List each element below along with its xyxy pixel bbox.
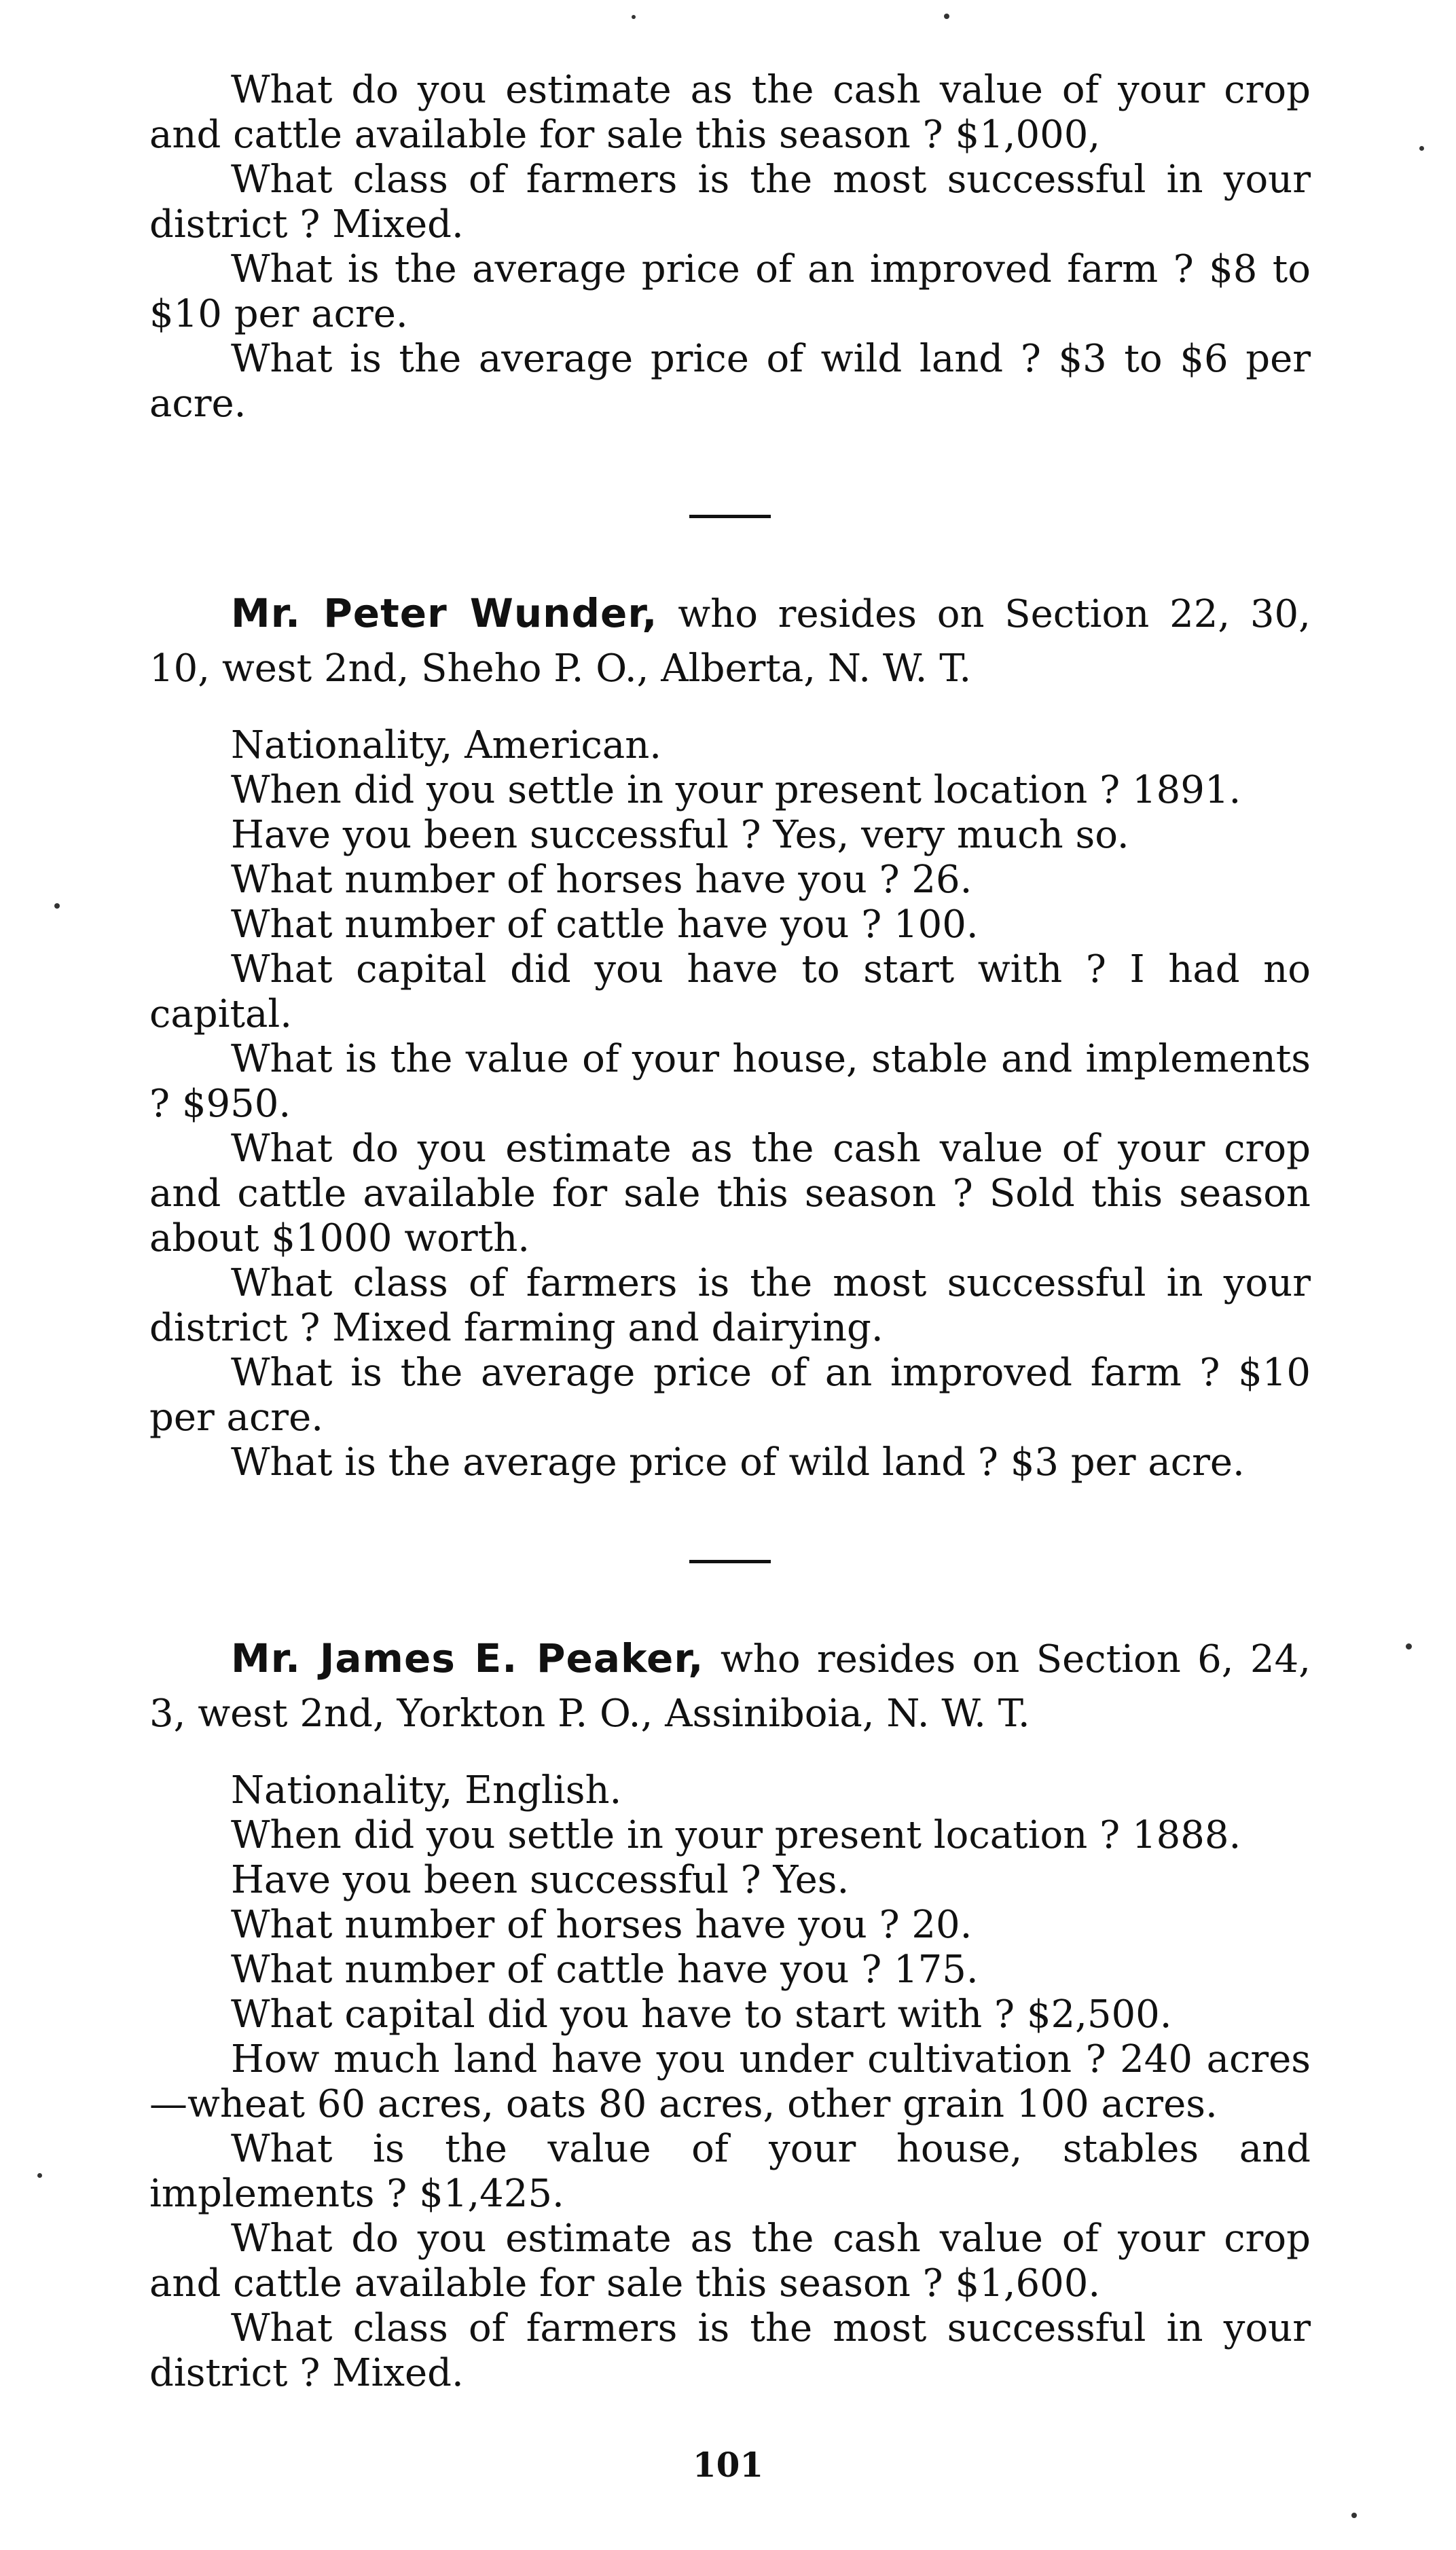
paragraph: Nationality, American. (231, 723, 662, 767)
paragraph: Nationality, English. (231, 1768, 622, 1813)
scan-speck (1419, 146, 1424, 151)
paragraph: What is the value of your house, stables and implements ? $1,425. (149, 2127, 1311, 2216)
paragraph: What is the average price of an improved farm ? $8 to $10 per acre. (149, 247, 1311, 336)
entry-address: who resides on Section 6, 24, 3, west 2nd, Yorkton P. O., Assiniboia, N. W. T. (149, 1637, 1311, 1736)
paragraph: Have you been successful ? Yes. (231, 1858, 850, 1902)
paragraph: What is the average price of wild land ? $3 per acre. (231, 1440, 1245, 1485)
paragraph: What number of cattle have you ? 175. (231, 1948, 979, 1992)
paragraph: What number of cattle have you ? 100. (231, 903, 979, 947)
entry-intro (149, 586, 1311, 696)
top-section (149, 68, 1311, 426)
scan-speck (632, 15, 636, 19)
entry-address: who resides on Section 22, 30, 10, west 2nd, Sheho P. O., Alberta, N. W. T. (149, 592, 1311, 691)
entry-peter-wunder (149, 586, 1311, 1485)
paragraph: What do you estimate as the cash value of your crop and cattle available for sale this season ? $1,000, (149, 68, 1311, 157)
paragraph: What is the average price of wild land ? $3 to $6 per acre. (149, 337, 1311, 426)
paragraph: What number of horses have you ? 20. (231, 1903, 972, 1947)
paragraph: What is the value of your house, stable and implements ? $950. (149, 1037, 1311, 1126)
paragraph: When did you settle in your present location ? 1888. (231, 1813, 1241, 1857)
entry-james-peaker (149, 1631, 1311, 2396)
paragraph: What do you estimate as the cash value of your crop and cattle available for sale this season ? $1,600. (149, 2217, 1311, 2306)
scan-speck (54, 903, 60, 909)
paragraph: What class of farmers is the most successful in your district ? Mixed. (149, 158, 1311, 247)
paragraph: What do you estimate as the cash value of your crop and cattle available for sale this season ? Sold this season about $1000 worth. (149, 1127, 1311, 1260)
section-divider (689, 1560, 771, 1563)
paragraph: What capital did you have to start with ? I had no capital. (149, 947, 1311, 1036)
scan-speck (944, 14, 949, 19)
entry-intro (149, 1631, 1311, 1741)
section-divider (689, 515, 771, 518)
paragraph: What number of horses have you ? 26. (231, 858, 972, 902)
scan-speck (1406, 1643, 1412, 1650)
document-page (149, 68, 1311, 2396)
entry-name: Mr. Peter Wunder, (231, 590, 658, 636)
paragraph: What class of farmers is the most successful in your district ? Mixed farming and dairying. (149, 1261, 1311, 1350)
paragraph: What capital did you have to start with ? $2,500. (231, 1992, 1172, 2037)
scan-speck (1351, 2513, 1357, 2518)
paragraph: When did you settle in your present location ? 1891. (231, 768, 1241, 812)
paragraph: Have you been successful ? Yes, very much so. (231, 813, 1129, 857)
paragraph: What is the average price of an improved farm ? $10 per acre. (149, 1351, 1311, 1440)
page-number: 101 (692, 2445, 764, 2485)
paragraph: What class of farmers is the most successful in your district ? Mixed. (149, 2306, 1311, 2395)
paragraph: How much land have you under cultivation ? 240 acres—wheat 60 acres, oats 80 acres, other grain 100 acres. (149, 2037, 1311, 2126)
entry-name: Mr. James E. Peaker, (231, 1635, 704, 1681)
scan-speck (37, 2173, 42, 2178)
